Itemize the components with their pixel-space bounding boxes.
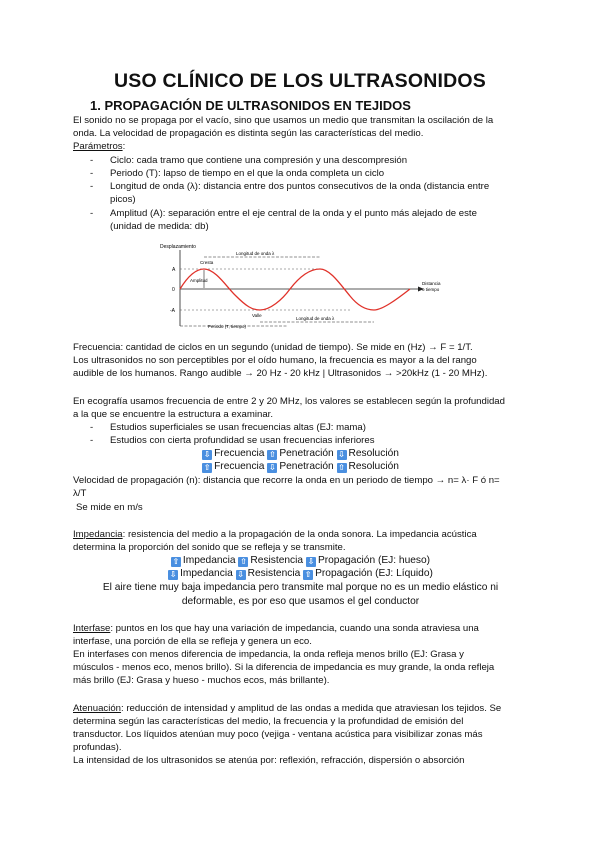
up-arrow-icon: ⇧ — [172, 557, 180, 566]
distance-label-1: Distancia — [422, 281, 441, 286]
pen-word: Penetración — [279, 461, 337, 472]
param-longitud-cont: picos) — [110, 194, 136, 205]
aire-line-2: deformable, es por eso que usamos el gel conductor — [181, 596, 420, 607]
ecografia-line-1: En ecografía usamos frecuencia de entre 2 y 20 MHz, los valores se establecen según la profundidad — [73, 396, 505, 407]
wavelength-bottom-label: Longitud de onda λ — [296, 316, 335, 321]
up-arrow-icon: ⇧ — [338, 463, 345, 472]
param-ciclo: Ciclo: cada tramo que contiene una compresión y una descompresión — [110, 155, 408, 166]
atenuacion-line-4: profundas). — [73, 742, 122, 753]
res-word: Resolución — [348, 448, 399, 459]
list-item — [90, 154, 407, 167]
interfase-line-5: más brillo (EJ: Grasa y hueso - muchos ecos, más brillante). — [73, 675, 330, 686]
prop-word: Propagación (EJ: hueso) — [317, 555, 431, 566]
atenuacion-label: Atenuación — [73, 703, 122, 714]
intro-line-2: onda. La velocidad de propagación es distinta según las características del medio. — [73, 128, 424, 139]
prop-word: Propagación (EJ: Líquido) — [315, 568, 433, 579]
up-arrow-icon: ⇧ — [304, 570, 312, 579]
down-arrow-icon: ⇩ — [203, 450, 211, 459]
estudios-profundos: Estudios con cierta profundidad se usan frecuencias inferiores — [110, 435, 375, 446]
dash: - — [90, 435, 94, 446]
interfase-line-4: músculos - menos eco, menos brillo). Si la diferencia de impedancia es muy grande, la onda refleja — [73, 662, 495, 673]
up-arrow-icon: ⇧ — [240, 557, 247, 566]
cresta-label: Cresta — [200, 260, 214, 265]
down-arrow-icon: ⇩ — [169, 570, 177, 579]
down-arrow-icon: ⇩ — [338, 450, 345, 459]
velocidad-line-3: Se mide en m/s — [76, 502, 143, 513]
impedancia-label: Impedancia — [73, 529, 123, 540]
wave-diagram — [160, 240, 450, 332]
page-title: USO CLÍNICO DE LOS ULTRASONIDOS — [113, 70, 486, 92]
freq-word: Frecuencia — [214, 461, 268, 472]
atenuacion-line-2: determina según las características del medio, la frecuencia y la profundidad de emisión del — [73, 716, 464, 727]
section-heading: 1. PROPAGACIÓN DE ULTRASONIDOS EN TEJIDOS — [90, 98, 411, 113]
freq-word: Frecuencia — [214, 448, 268, 459]
ecografia-line-2: a la que se encuentre la estructura a examinar. — [73, 409, 273, 420]
list-item — [90, 180, 489, 193]
impedancia-relation-1 — [73, 554, 528, 567]
impedancia-line-2: determina la proporción del sonido que se refleja y se transmite. — [73, 542, 346, 553]
param-periodo: Periodo (T): lapso de tiempo en el que la onda completa un ciclo — [110, 168, 385, 179]
atenuacion-def: : reducción de intensidad y amplitud de las ondas a medida que atraviesan los tejidos. Se — [121, 703, 502, 714]
up-arrow-icon: ⇧ — [268, 450, 276, 459]
params-colon: : — [122, 141, 126, 152]
up-arrow-icon: ⇧ — [203, 463, 211, 472]
wavelength-top-label: Longitud de onda λ — [236, 251, 275, 256]
y-label-neg: -A — [170, 308, 175, 314]
frecuencia-line-2: Los ultrasonidos no son perceptibles por el oído humano, la frecuencia es mayor a la del rango — [73, 355, 477, 366]
dash: - — [90, 168, 94, 179]
interfase-def: : puntos en los que hay una variación de impedancia, cuando una sonda atraviesa una — [110, 623, 479, 634]
dash: - — [90, 422, 94, 433]
list-item — [90, 207, 528, 220]
y-label-pos: A — [172, 267, 176, 273]
estudios-superficiales: Estudios superficiales se usan frecuencias altas (EJ: mama) — [110, 422, 366, 433]
impedancia-relation-2 — [73, 567, 528, 580]
dash: - — [90, 181, 94, 192]
period-label: Periodo (T, tiempo) — [208, 324, 247, 329]
param-longitud: Longitud de onda (λ): distancia entre dos puntos consecutivos de la onda (distancia entre — [110, 181, 490, 192]
atenuacion-line-1 — [73, 702, 528, 715]
imp-word: Impedancia — [182, 555, 236, 566]
list-item — [90, 434, 375, 447]
interfase-line-3: En interfases con menos diferencia de impedancia, la onda refleja menos brillo (EJ: Grasa y — [73, 649, 464, 660]
atenuacion-line-3: transductor. Los líquidos atenúan muy poco (vejiga - ventana acústica para visibilizar zonas más — [73, 729, 483, 740]
dash: - — [90, 155, 94, 166]
aire-line-1: El aire tiene muy baja impedancia pero transmite mal porque no es un medio elástico ni — [102, 582, 499, 593]
atenuacion-line-5: La intensidad de los ultrasonidos se atenúa por: reflexión, refracción, dispersión o absorción — [73, 755, 465, 766]
list-item — [90, 167, 384, 180]
intro-line-1: El sonido no se propaga por el vacío, sino que usamos un medio que transmitan la oscilación de la — [73, 115, 494, 126]
valle-label: Valle — [252, 313, 262, 318]
interfase-line-2: interfase, una porción de ella se refleja y genera un eco. — [73, 636, 312, 647]
interfase-line-1 — [73, 622, 528, 635]
velocidad-line-1: Velocidad de propagación (n): distancia que recorre la onda en un periodo de tiempo → n= λ· F ó n= — [73, 475, 500, 486]
params-label: Parámetros — [73, 141, 123, 152]
y-label-zero: 0 — [172, 287, 175, 293]
params-heading — [73, 140, 528, 153]
impedancia-def: : resistencia del medio a la propagación de la onda sonora. La impedancia acústica — [122, 529, 477, 540]
list-item — [90, 421, 366, 434]
imp-word: Impedancia — [180, 568, 233, 579]
interfase-label: Interfase — [73, 623, 111, 634]
frecuencia-line-1: Frecuencia: cantidad de ciclos en un segundo (unidad de tiempo). Se mide en (Hz) → F = 1/T. — [73, 342, 473, 353]
distance-label-2: o tiempo — [422, 287, 440, 292]
amplitud-label: Amplitud — [190, 278, 208, 283]
pen-word: Penetración — [279, 448, 337, 459]
res-word: Resistencia — [247, 568, 301, 579]
down-arrow-icon: ⇩ — [268, 463, 276, 472]
relation-row-1 — [73, 447, 528, 460]
impedancia-line-1 — [73, 528, 528, 541]
diagram-ylabel: Desplazamiento — [160, 244, 196, 250]
velocidad-line-2: λ/T — [73, 488, 87, 499]
dash: - — [90, 208, 94, 219]
frecuencia-line-3: audible de los humanos. Rango audible → 20 Hz - 20 kHz | Ultrasonidos → >20kHz (1 - 20 MHz). — [73, 368, 488, 379]
res-word: Resolución — [348, 461, 399, 472]
relation-row-2 — [73, 460, 528, 473]
res-word: Resistencia — [250, 555, 304, 566]
param-amplitud-cont: (unidad de medida: db) — [110, 221, 209, 232]
wave-curve — [180, 269, 410, 310]
param-amplitud: Amplitud (A): separación entre el eje central de la onda y el punto más alejado de este — [110, 208, 477, 219]
down-arrow-icon: ⇩ — [307, 557, 315, 566]
down-arrow-icon: ⇩ — [237, 570, 244, 579]
